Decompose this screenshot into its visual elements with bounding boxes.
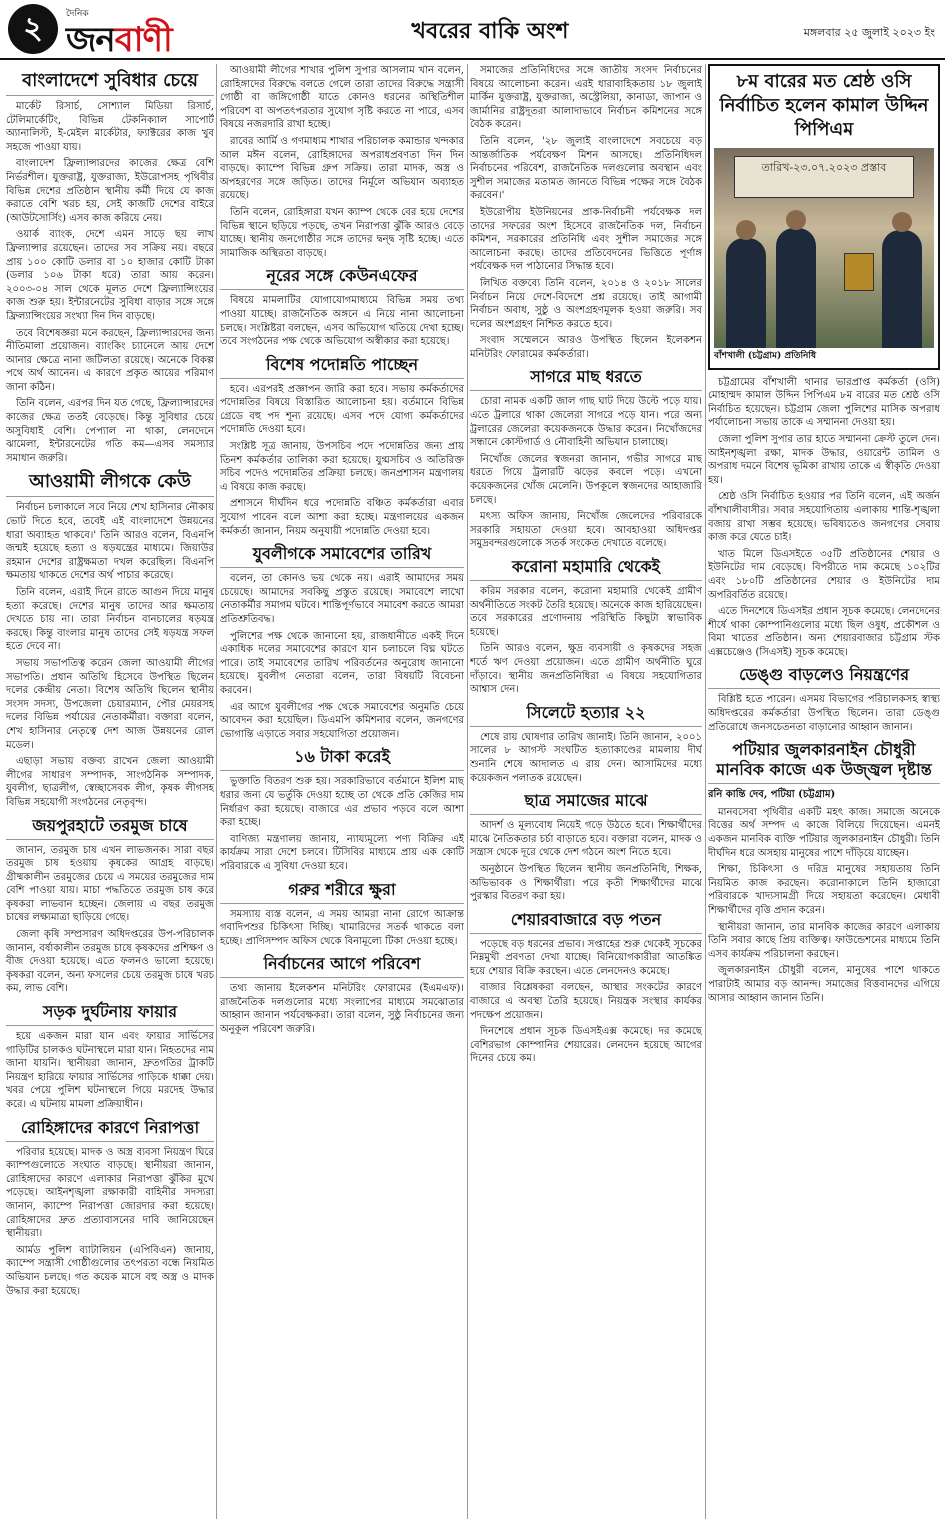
article-paragraph: জেলা কৃষি সম্প্রসারণ অধিদপ্তরের উপ-পরিচালক জানান, বর্ষাকালীন তরমুজ চাষে কৃষকদের প্রশিক্ষণ ও বীজ দেওয়া হয়েছে। এতে ফলনও ভালো হয়েছে। কৃষকরা বলেন, অন্য ফসলের চেয়ে তরমুজ চাষে খরচ কম, লাভ বেশি। xyxy=(6,929,214,995)
article-paragraph: জেলা পুলিশ সুপার তার হাতে সম্মাননা ক্রেস্ট তুলে দেন। আইনশৃঙ্খলা রক্ষা, মাদক উদ্ধার, ওয়ারেন্ট তামিল ও অপরাধ দমনে বিশেষ ভূমিকা রাখায় তাকে এ স্বীকৃতি দেওয়া হয়। xyxy=(708,433,940,486)
article-headline: গরুর শরীরে ক্ষুরা xyxy=(220,880,464,904)
column-4 xyxy=(708,64,940,1519)
person-figure xyxy=(776,228,816,348)
article-paragraph: এতে দিনশেষে ডিএসইর প্রধান সূচক কমেছে। লেনদেনের শীর্ষে থাকা কোম্পানিগুলোর মধ্যে ছিল ওষুধ, প্রকৌশল ও বিমা খাতের প্রতিষ্ঠান। অন্য শেয়ারবাজার চট্টগ্রাম স্টক এক্সচেঞ্জেও (সিএসই) সূচক কমেছে। xyxy=(708,606,940,658)
article-paragraph: তথ্য জানায় ইলেকশন মনিটরিং ফোরামের (ইএমএফ)। রাজনৈতিক দলগুলোর মধ্যে সংলাপের মাধ্যমে সমঝোতার আহ্বান জানান পর্যবেক্ষকরা। তারা বলেন, সুষ্ঠু নির্বাচনের জন্য অনুকূল পরিবেশ জরুরি। xyxy=(220,983,464,1036)
feature-box xyxy=(708,64,940,370)
article-headline: বিশেষ পদোন্নতি পাচ্ছেন xyxy=(220,355,464,379)
logo-part-1: জন xyxy=(66,20,115,60)
article-paragraph: আওয়ামী লীগের শাখার পুলিশ সুপার আসলাম খান বলেন, রোহিঙ্গাদের বিরুদ্ধে বলতে গেলে তারা তাদের বিরুদ্ধে সন্ত্রাসী গোষ্ঠী বা জঙ্গিগোষ্ঠী যাতে কোনও ধরনের অস্থিতিশীল পরিবেশ বা অপতৎপরতার সুযোগ সৃষ্টি করতে না পারে, এসব বিষয়ে নজরদারি রাখা হচ্ছে। xyxy=(220,65,464,131)
article-paragraph: এছাড়া সভায় বক্তব্য রাখেন জেলা আওয়ামী লীগের সাধারণ সম্পাদক, সাংগঠনিক সম্পাদক, যুবলীগ, ছাত্রলীগ, স্বেচ্ছাসেবক লীগ, কৃষক লীগসহ বিভিন্ন সহযোগী সংগঠনের নেতৃবৃন্দ। xyxy=(6,756,214,808)
photo-banner xyxy=(734,156,914,198)
article-paragraph: হবে। এরপরই প্রজ্ঞাপন জারি করা হবে। সভায় কর্মকর্তাদের পদোন্নতির বিষয়ে বিস্তারিত আলোচনা হয়। বর্তমানে বিভিন্ন গ্রেডে বহু পদ শূন্য রয়েছে। এসব পদে যোগ্য কর্মকর্তাদের পদোন্নতি দেওয়া হবে। xyxy=(220,383,464,436)
article-headline: নির্বাচনের আগে পরিবেশ xyxy=(220,954,464,978)
article-paragraph: পুলিশের পক্ষ থেকে জানানো হয়, রাজধানীতে একই দিনে একাধিক দলের সমাবেশের কারণে যান চলাচলে বিঘ্ন ঘটতে পারে। তাই সমাবেশের তারিখ পরিবর্তনের অনুরোধ জানানো হয়েছে। যুবলীগ নেতারা বলেন, তারা বিষয়টি বিবেচনা করবেন। xyxy=(220,630,464,696)
article-paragraph: তিনি বলেন, এরাই দিনে রাতে আগুন দিয়ে মানুষ হত্যা করেছে। দেশের মানুষ তাদের আর ক্ষমতায় দেখতে চায় না। তারা নির্বাচন বানচালের ষড়যন্ত্র করছে। কিন্তু বাংলার মানুষ তাদের সেই ষড়যন্ত্র সফল হতে দেবে না। xyxy=(6,587,214,653)
photo-caption: বাঁশখালী (চট্টগ্রাম) প্রতিনিধি xyxy=(714,351,817,361)
article-paragraph: নিখোঁজ জেলের স্বজনরা জানান, গভীর সাগরে মাছ ধরতে গিয়ে ট্রলারটি ঝড়ের কবলে পড়ে। এখনো কয়েকজনের খোঁজ মেলেনি। উপকূলে স্বজনদের আহাজারি চলছে। xyxy=(470,453,702,506)
article-paragraph: প্রশাসনে দীর্ঘদিন ধরে পদোন্নতি বঞ্চিত কর্মকর্তারা এবার সুযোগ পাবেন বলে আশা করা হচ্ছে। মন্ত্রণালয়ের একজন কর্মকর্তা জানান, নিয়ম অনুযায়ী পদোন্নতি দেওয়া হবে। xyxy=(220,498,464,537)
page-number: ২ xyxy=(8,4,58,54)
photo-banner-text: তারিখ-২৩.০৭.২০২৩ প্রস্তাব xyxy=(761,161,887,174)
article-paragraph: সংশ্লিষ্ট সূত্র জানায়, উপসচিব পদে পদোন্নতির জন্য প্রায় তিনশ কর্মকর্তার তালিকা করা হয়েছে। যুগ্মসচিব ও অতিরিক্ত সচিব পদেও পদোন্নতির প্রক্রিয়া চলছে। জনপ্রশাসন মন্ত্রণালয় এ বিষয়ে কাজ করছে। xyxy=(220,441,464,493)
article-paragraph: সভায় সভাপতিত্ব করেন জেলা আওয়ামী লীগের সভাপতি। প্রধান অতিথি হিসেবে উপস্থিত ছিলেন দলের কেন্দ্রীয় নেতা। বিশেষ অতিথি ছিলেন স্থানীয় সংসদ সদস্য, উপজেলা চেয়ারম্যান, পৌর মেয়রসহ দলের বিভিন্ন পর্যায়ের নেতাকর্মীরা। বক্তারা বলেন, শেখ হাসিনার নেতৃত্বে দেশ আজ উন্নয়নের রোল মডেল। xyxy=(6,657,214,751)
logo-prefix: দৈনিক xyxy=(66,9,89,19)
article-headline: ছাত্র সমাজের মাঝে xyxy=(470,791,702,815)
person-figure xyxy=(726,238,766,348)
article-headline: সড়ক দুর্ঘটনায় ফায়ার xyxy=(6,1002,214,1026)
article-paragraph: বাজার বিশ্লেষকরা বলছেন, আস্থার সংকটের কারণে বাজারে এ অবস্থা তৈরি হয়েছে। নিয়ন্ত্রক সংস্থার কার্যকর পদক্ষেপ প্রয়োজন। xyxy=(470,982,702,1021)
person-figure xyxy=(882,230,922,348)
article-headline: ১৬ টাকা করেই xyxy=(220,747,464,771)
article-paragraph: তবে বিশেষজ্ঞরা মনে করছেন, ফ্রিল্যান্সারদের জন্য নীতিমালা প্রয়োজন। ব্যাংকিং চ্যানেলে আয় দেশে আনার ক্ষেত্রে নানা জটিলতা রয়েছে। অনেকে বিকল্প পথে অর্থ আনেন। এ কারণে প্রকৃত আয়ের পরিমাণ জানা কঠিন। xyxy=(6,327,214,393)
article-paragraph: বিষয়ে মামলাটির যোগাযোগমাধ্যমে বিভিন্ন সময় তথ্য পাওয়া যাচ্ছে। রাজনৈতিক অঙ্গনে এ নিয়ে নানা আলোচনা চলছে। সংশ্লিষ্টরা বলছেন, এসব অভিযোগ খতিয়ে দেখা হচ্ছে। তবে সংগঠনের পক্ষ থেকে অভিযোগ অস্বীকার করা হয়েছে। xyxy=(220,295,464,348)
article-paragraph: বাংলাদেশ ফ্রিল্যান্সারদের কাজের ক্ষেত্র বেশি নির্ভরশীল। যুক্তরাষ্ট্র, যুক্তরাজ্য, ইউরোপসহ পৃথিবীর বিভিন্ন দেশের প্রতিষ্ঠান স্থানীয় কর্মী দিয়ে যে কাজ করাতে বেশি খরচ হয়, সেই কাজটি দেশের বাইরে (আউটসোর্সিং) এসব কাজ করিয়ে নেয়। xyxy=(6,158,214,224)
article-headline: সিলেটে হত্যার ২২ xyxy=(470,703,702,727)
article-paragraph: শিক্ষা, চিকিৎসা ও দরিদ্র মানুষের সহায়তায় তিনি নিয়মিত কাজ করছেন। করোনাকালে তিনি হাজারো পরিবারকে খাদ্যসামগ্রী দিয়ে সহায়তা করেছেন। মেধাবী শিক্ষার্থীদের বৃত্তি প্রদান করেন। xyxy=(708,864,940,916)
article-paragraph: ভুক্তাতি বিতরণ শুরু হয়। সরকারিভাবে বর্তমানে ইলিশ মাছ ধরার জন্য যে ভর্তুকি দেওয়া হচ্ছে তা থেকে প্রতি কেজির দাম নির্ধারণ করা হয়েছে। বাজারে এর প্রভাব পড়বে বলে আশা করা হচ্ছে। xyxy=(220,776,464,829)
article-paragraph: তিনি বলেন, রোহিঙ্গারা যখন ক্যাম্প থেকে বের হয়ে দেশের বিভিন্ন স্থানে ছড়িয়ে পড়ছে, তখন নিরাপত্তা ঝুঁকি আরও বেড়ে যাচ্ছে। স্থানীয় জনগোষ্ঠীর সঙ্গে তাদের দ্বন্দ্ব সৃষ্টি হচ্ছে। এতে সামাজিক অস্থিরতা বাড়ছে। xyxy=(220,206,464,259)
article-paragraph: লিখিত বক্তব্যে তিনি বলেন, ২০১৪ ও ২০১৮ সালের নির্বাচন নিয়ে দেশে-বিদেশে প্রশ্ন রয়েছে। তাই আগামী নির্বাচন অবাধ, সুষ্ঠু ও অংশগ্রহণমূলক হওয়া জরুরি। সব দলের অংশগ্রহণ নিশ্চিত করতে হবে। xyxy=(470,277,702,330)
article-byline: রনি কান্তি দেব, পটিয়া (চট্টগ্রাম) xyxy=(708,789,836,801)
article-paragraph: তিনি বলেন, '২৮ জুলাই বাংলাদেশে সবচেয়ে বড় আন্তর্জাতিক পর্যবেক্ষণ মিশন আসছে। প্রতিনিধিদল নির্বাচনের পরিবেশ, রাজনৈতিক দলগুলোর অবস্থান এবং সুশীল সমাজের মতামত জানতে বিভিন্ন পক্ষের সঙ্গে বৈঠক করবেন।' xyxy=(470,135,702,202)
article-paragraph: বাণিজ্য মন্ত্রণালয় জানায়, ন্যায্যমূল্যে পণ্য বিক্রির এই কার্যক্রম সারা দেশে চলবে। টিসিবির মাধ্যমে প্রায় এক কোটি পরিবারকে এ সুবিধা দেওয়া হবে। xyxy=(220,833,464,872)
article-paragraph: সমাজের প্রতিনিধিদের সঙ্গে জাতীয় সংসদ নির্বাচনের বিষয়ে আলোচনা করেন। এরই ধারাবাহিকতায় ১৮ জুলাই মার্কিন যুক্তরাষ্ট্র, যুক্তরাজ্য, অস্ট্রেলিয়া, কানাডা, জাপান ও জার্মানির রাষ্ট্রদূতরা আলাদাভাবে নির্বাচন কমিশনের সঙ্গে বৈঠক করেন। xyxy=(470,65,702,131)
article-paragraph: পড়েছে বড় ধরনের প্রভাব। সপ্তাহের শুরু থেকেই সূচকের নিম্নমুখী প্রবণতা দেখা যাচ্ছে। বিনিয়োগকারীরা আতঙ্কিত হয়ে শেয়ার বিক্রি করছেন। এতে লেনদেনও কমেছে। xyxy=(470,938,702,977)
article-paragraph: বিশ্লিষ্ট হতে পারেন। এসময় বিভাগের পরিচালকসহ স্বাস্থ্য অধিদপ্তরের কর্মকর্তারা উপস্থিত ছিলেন। তারা ডেঙ্গু প্রতিরোধে জনসচেতনতা বাড়ানোর আহ্বান জানান। xyxy=(708,694,940,733)
article-paragraph: ওয়ার্ক ব্যাংক, দেশে এমন সাড়ে ছয় লাখ ফ্রিল্যান্সার রয়েছেন। তাদের সব সক্রিয় নয়। বছরে প্রায় ১০০ কোটি ডলার বা ১০ হাজার কোটি টাকা (ডলার ১০৬ টাকা ধরে) তারা আয় করেন। ২০০৩-০৪ সাল থেকে মূলত দেশে ফ্রিল্যান্সিংয়ের কাজ শুরু হয়। ইন্টারনেটের সুবিধা বাড়ার সঙ্গে সঙ্গে ফ্রিল্যান্সিংয়ের সংখ্যা দিন দিন বাড়ছে। xyxy=(6,229,214,322)
article-headline: আওয়ামী লীগকে কেউ xyxy=(6,471,214,497)
article-paragraph: চট্টগ্রামের বাঁশখালী থানার ভারপ্রাপ্ত কর্মকর্তা (ওসি) মোহাম্মদ কামাল উদ্দিন পিপিএম ৮ম বারের মত শ্রেষ্ঠ ওসি নির্বাচিত হয়েছেন। চট্টগ্রাম জেলা পুলিশের মাসিক অপরাধ পর্যালোচনা সভায় তাকে এ সম্মাননা দেওয়া হয়। xyxy=(708,376,940,429)
article-paragraph: আদর্শ ও মূল্যবোধ নিয়েই গড়ে উঠতে হবে। শিক্ষার্থীদের মাঝে নৈতিকতার চর্চা বাড়াতে হবে। বক্তারা বলেন, মাদক ও সন্ত্রাস থেকে দূরে থেকে দেশ গঠনে অংশ নিতে হবে। xyxy=(470,820,702,859)
article-paragraph: স্থানীয়রা জানান, তার মানবিক কাজের কারণে এলাকায় তিনি সবার কাছে প্রিয় ব্যক্তিত্ব। ফাউন্ডেশনের মাধ্যমে তিনি এসব কার্যক্রম পরিচালনা করছেন। xyxy=(708,921,940,960)
article-headline: রোহিঙ্গাদের কারণে নিরাপত্তা xyxy=(6,1118,214,1142)
article-headline: জয়পুরহাটে তরমুজ চাষে xyxy=(6,816,214,840)
column-divider xyxy=(467,64,468,1519)
section-title: খবরের বাকি অংশ xyxy=(411,18,569,44)
article-paragraph: মানবসেবা পৃথিবীর একটি মহৎ কাজ। সমাজে অনেকে বিত্তের অর্থ সম্পদ এ কাজে বিলিয়ে দিয়েছেন। এমনই একজন মানবিক ব্যক্তি পটিয়ার জুলকারনাইন চৌধুরী। তিনি দীর্ঘদিন ধরে অসহায় মানুষের পাশে দাঁড়িয়ে যাচ্ছেন। xyxy=(708,806,940,859)
article-paragraph: নির্বাচন চলাকালে সবে নিয়ে শেখ হাসিনার নৌকায় ভোট দিতে হবে, তবেই এই বাংলাদেশে উন্নয়নের ধারা অব্যাহত থাকবে।' তিনি আরও বলেন, বিএনপি জন্মই হয়েছে হত্যা ও ষড়যন্ত্রের মাধ্যমে। জিয়াউর রহমান দেশের রাষ্ট্রক্ষমতা দখল করেছিল। বিএনপি ক্ষমতায় থাকতে দেশের অর্থ পাচার করেছে। xyxy=(6,502,214,582)
article-paragraph: রাবের আর্মি ও গণমাধ্যম শাখার পরিচালক কমান্ডার খন্দকার আল মঈন বলেন, রোহিঙ্গাদের অপরাধপ্রবণতা দিন দিন বাড়ছে। ক্যাম্পে বিভিন্ন গ্রুপ সক্রিয়। তারা মাদক, অস্ত্র ও অপহরণের সঙ্গে জড়িত। তাদের নির্মূলে অভিযান অব্যাহত রয়েছে। xyxy=(220,135,464,202)
article-headline: যুবলীগকে সমাবেশের তারিখ xyxy=(220,544,464,568)
column-divider xyxy=(216,64,217,1519)
award-photo xyxy=(714,148,934,348)
article-headline: বাংলাদেশে সুবিধার চেয়ে xyxy=(6,70,214,96)
article-paragraph: অনুষ্ঠানে উপস্থিত ছিলেন স্থানীয় জনপ্রতিনিধি, শিক্ষক, অভিভাবক ও শিক্ষার্থীরা। পরে কৃতী শিক্ষার্থীদের মাঝে পুরস্কার বিতরণ করা হয়। xyxy=(470,863,702,903)
column-2 xyxy=(220,64,464,1519)
article-paragraph: এর আগে যুবলীগের পক্ষ থেকে সমাবেশের অনুমতি চেয়ে আবেদন করা হয়েছিল। ডিএমপি কমিশনার বলেন, জনগণের ভোগান্তি এড়াতে সবার সহযোগিতা প্রয়োজন। xyxy=(220,701,464,740)
article-paragraph: আর্মড পুলিশ ব্যাটালিয়ন (এপিবিএন) জানায়, ক্যাম্পে সন্ত্রাসী গোষ্ঠীগুলোর তৎপরতা বন্ধে নিয়মিত অভিযান চলছে। গত কয়েক মাসে বহু অস্ত্র ও মাদক উদ্ধার করা হয়েছে। xyxy=(6,1244,214,1297)
column-3 xyxy=(470,64,702,1519)
article-paragraph: শ্রেষ্ঠ ওসি নির্বাচিত হওয়ার পর তিনি বলেন, এই অর্জন বাঁশখালীবাসীর। সবার সহযোগিতায় এলাকায় শান্তি-শৃঙ্খলা বজায় রাখা সম্ভব হয়েছে। ভবিষ্যতেও জনগণের সেবায় কাজ করে যেতে চাই। xyxy=(708,491,940,544)
article-paragraph: করিম সরকার বলেন, করোনা মহামারি থেকেই গ্রামীণ অর্থনীতিতে সংকট তৈরি হয়েছে। অনেকে কাজ হারিয়েছেন। তবে সরকারের প্রণোদনায় পরিস্থিতি কিছুটা স্বাভাবিক হয়েছে। xyxy=(470,586,702,638)
article-headline: ডেঙ্গু বাড়লেও নিয়ন্ত্রণের xyxy=(708,665,940,689)
article-headline: করোনা মহামারি থেকেই xyxy=(470,557,702,581)
feature-headline: ৮ম বারের মত শ্রেষ্ঠ ওসি নির্বাচিত হলেন কামাল উদ্দিন পিপিএম xyxy=(719,71,929,140)
article-paragraph: সংবাদ সম্মেলনে আরও উপস্থিত ছিলেন ইলেকশন মনিটরিং ফোরামের কর্মকর্তারা। xyxy=(470,335,702,360)
article-paragraph: মার্কেট রিসার্চ, সোশ্যাল মিডিয়া রিসার্চ, টেলিমার্কেটিং, বিভিন্ন টেকনিক্যাল সাপোর্ট অ্যানালিস্ট, ই-মেইল মার্কেটার, ফ্যাক্টরের কাজ খুব সহজে পাওয়া যায়। xyxy=(6,101,214,153)
article-paragraph: হয়ে একজন মারা যান এবং ফায়ার সার্ভিসের গাড়িটির চালকও ঘটনাস্থলে মারা যান। নিহতদের নাম জানা যায়নি। স্থানীয়রা জানান, দ্রুতগতির ট্রাকটি নিয়ন্ত্রণ হারিয়ে ফায়ার সার্ভিসের গাড়িকে ধাক্কা দেয়। খবর পেয়ে পুলিশ ঘটনাস্থলে গিয়ে মরদেহ উদ্ধার করে। এ ঘটনায় মামলা প্রক্রিয়াধীন। xyxy=(6,1031,214,1110)
article-headline: শেয়ারবাজারে বড় পতন xyxy=(470,910,702,934)
article-paragraph: জানান, তরমুজ চাষ এখন লাভজনক। সারা বছর তরমুজ চাষ হওয়ায় কৃষকের আগ্রহ বাড়ছে। গ্রীষ্মকালীন তরমুজের চেয়ে এ সময়ের তরমুজের দাম বেশি পাওয়া যায়। মাচা পদ্ধতিতে তরমুজ চাষ করে কৃষকরা লাভবান হচ্ছেন। জেলায় এ বছর তরমুজ চাষের লক্ষ্যমাত্রা ছাড়িয়ে গেছে। xyxy=(6,844,214,924)
article-paragraph: চোরা নামক একটি জাল গাছ ঘাট দিয়ে উল্টে পড়ে যায়। এতে ট্রলারে থাকা জেলেরা সাগরে পড়ে যান। পরে অন্য ট্রলারের জেলেরা কয়েকজনকে উদ্ধার করেন। নিখোঁজদের সন্ধানে কোস্টগার্ড ও নৌবাহিনী অভিযান চালাচ্ছে। xyxy=(470,396,702,449)
article-headline: সাগরে মাছ ধরতে xyxy=(470,367,702,391)
article-paragraph: ইউরোপীয় ইউনিয়নের প্রাক-নির্বাচনী পর্যবেক্ষক দল তাদের সফরের অংশ হিসেবে রাজনৈতিক দল, নির্বাচন কমিশন, সরকারের প্রতিনিধি এবং সুশীল সমাজের সঙ্গে আলোচনা করছে। তাদের প্রতিবেদনের ভিত্তিতে পূর্ণাঙ্গ পর্যবেক্ষক দল পাঠানোর সিদ্ধান্ত হবে। xyxy=(470,206,702,273)
article-paragraph: তিনি বলেন, এরপর দিন যত গেছে, ফ্রিল্যান্সারদের কাজের ক্ষেত্র ততই বেড়েছে। কিন্তু সুবিধার চেয়ে অসুবিধাই বেশি। পেপ্যাল না থাকা, লেনদেনে ঝামেলা, ইন্টারনেটের গতি কম—এসব সমস্যার সমাধান জরুরি। xyxy=(6,398,214,464)
article-paragraph: পরিবার হয়েছে। মাদক ও অস্ত্র ব্যবসা নিয়ন্ত্রণ ঘিরে ক্যাম্পগুলোতে সংঘাত বাড়ছে। স্থানীয়রা জানান, রোহিঙ্গাদের কারণে এলাকার নিরাপত্তা ঝুঁকির মুখে পড়েছে। আইনশৃঙ্খলা রক্ষাকারী বাহিনীর সদস্যরা জানান, ক্যাম্পে নিরাপত্তা জোরদার করা হয়েছে। রোহিঙ্গাদের দ্রুত প্রত্যাবাসনের দাবি জানিয়েছেন স্থানীয়রা। xyxy=(6,1146,214,1240)
article-paragraph: দিনশেষে প্রধান সূচক ডিএসইএক্স কমেছে। দর কমেছে বেশিরভাগ কোম্পানির শেয়ারের। লেনদেন হয়েছে আগের দিনের চেয়ে কম। xyxy=(470,1026,702,1065)
logo-part-2: বাণী xyxy=(114,20,172,60)
article-paragraph: মৎস্য অফিস জানায়, নিখোঁজ জেলেদের পরিবারকে সরকারি সহায়তা দেওয়া হবে। আবহাওয়া অধিদপ্তর সমুদ্রবন্দরগুলোকে সতর্ক সংকেত দেখাতে বলেছে। xyxy=(470,511,702,550)
article-paragraph: তিনি আরও বলেন, ক্ষুদ্র ব্যবসায়ী ও কৃষকদের সহজ শর্তে ঋণ দেওয়া প্রয়োজন। এতে গ্রামীণ অর্থনীতি ঘুরে দাঁড়াবে। স্থানীয় জনপ্রতিনিধিরা এ বিষয়ে সহযোগিতার আশ্বাস দেন। xyxy=(470,643,702,696)
column-1 xyxy=(6,64,214,1519)
date-line: মঙ্গলবার ২৫ জুলাই ২০২৩ ইং xyxy=(803,26,935,39)
article-headline: নূরের সঙ্গে কেউনএফের xyxy=(220,266,464,290)
newspaper-logo xyxy=(66,14,172,71)
article-paragraph: খাত মিলে ডিএসইতে ৩৫টি প্রতিষ্ঠানের শেয়ার ও ইউনিটের দাম বেড়েছে। বিপরীতে দাম কমেছে ১০২টির এবং ১৮০টি প্রতিষ্ঠানের শেয়ার ও ইউনিটের দাম অপরিবর্তিত রয়েছে। xyxy=(708,548,940,601)
masthead xyxy=(0,0,945,60)
article-paragraph: শেষে রায় ঘোষণার তারিখ জানাই। তিনি জানান, ২০০১ সালের ৮ আগস্ট সংঘটিত হত্যাকাণ্ডের মামলায় দীর্ঘ শুনানি শেষে আদালত এ রায় দেন। আসামিদের মধ্যে কয়েকজন পলাতক রয়েছেন। xyxy=(470,731,702,784)
article-paragraph: বলেন, তা কোনও ভয় থেকে নয়। এরাই আমাদের সময় চেয়েছে। আমাদের সবকিছু প্রস্তুত রয়েছে। সমাবেশে লাখো নেতাকর্মীর সমাগম ঘটবে। শান্তিপূর্ণভাবে সমাবেশ করতে আমরা প্রতিশ্রুতিবদ্ধ। xyxy=(220,573,464,625)
article-headline: পটিয়ার জুলকারনাইন চৌধুরী মানবিক কাজে এক উজ্জ্বল দৃষ্টান্ত xyxy=(708,740,940,784)
award-plaque xyxy=(844,253,874,291)
column-divider xyxy=(705,64,706,1519)
article-paragraph: জুলকারনাইন চৌধুরী বলেন, মানুষের পাশে থাকতে পারাটাই আমার বড় আনন্দ। সমাজের বিত্তবানদের এগিয়ে আসার আহ্বান জানান তিনি। xyxy=(708,965,940,1004)
article-paragraph: সমস্যায় ব্যস্ত বলেন, এ সময় আমরা নানা রোগে আক্রান্ত গবাদিপশুর চিকিৎসা দিচ্ছি। খামারিদের সতর্ক থাকতে বলা হচ্ছে। প্রাণিসম্পদ অফিস থেকে বিনামূল্যে টিকা দেওয়া হচ্ছে। xyxy=(220,908,464,947)
